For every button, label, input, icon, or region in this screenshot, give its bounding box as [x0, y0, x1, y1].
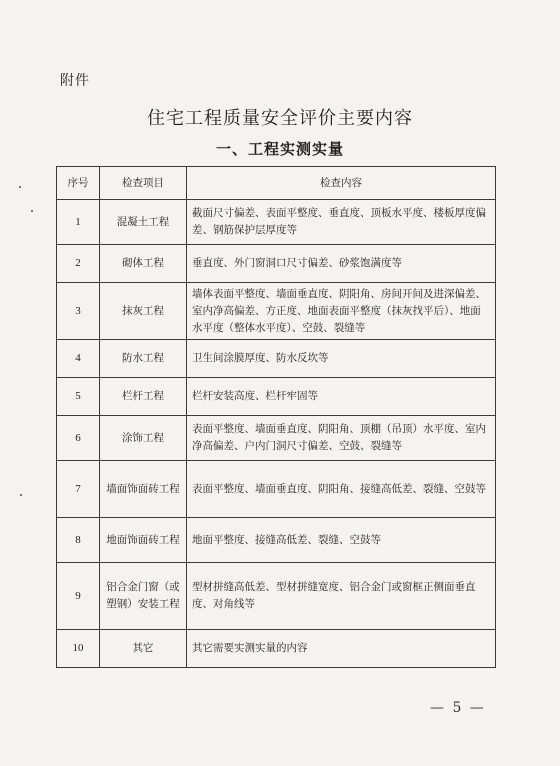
scan-speck: [19, 186, 21, 188]
row-no: 1: [57, 200, 100, 245]
row-content: 其它需要实测实量的内容: [187, 630, 496, 668]
document-title: 住宅工程质量安全评价主要内容: [147, 108, 413, 129]
inspection-table: [56, 166, 496, 668]
table-row: [57, 416, 496, 461]
header-no: 序号: [57, 167, 100, 200]
row-no: 9: [57, 563, 100, 630]
row-no: 3: [57, 283, 100, 340]
row-item: 砌体工程: [100, 245, 187, 283]
row-content: 垂直度、外门窗洞口尺寸偏差、砂浆饱满度等: [187, 245, 496, 283]
annex-label: 附件: [60, 73, 90, 89]
row-content: 墙体表面平整度、墙面垂直度、阴阳角、房间开间及进深偏差、室内净高偏差、方正度、地面表面平整度（抹灰找平后）、地面水平度（整体水平度）、空鼓、裂缝等: [187, 283, 496, 340]
row-item: 墙面饰面砖工程: [100, 461, 187, 518]
table-row: [57, 283, 496, 340]
section-title: 一、工程实测实量: [215, 140, 344, 158]
row-item: 混凝土工程: [100, 200, 187, 245]
row-no: 7: [57, 461, 100, 518]
table-row: [57, 461, 496, 518]
row-no: 2: [57, 245, 100, 283]
header-item: 检查项目: [100, 167, 187, 200]
table-row: [57, 200, 496, 245]
table-row: [57, 518, 496, 563]
row-item: 地面饰面砖工程: [100, 518, 187, 563]
row-item: 铝合金门窗（或塑钢）安装工程: [100, 563, 187, 630]
row-item: 栏杆工程: [100, 378, 187, 416]
row-no: 5: [57, 378, 100, 416]
row-content: 表面平整度、墙面垂直度、阴阳角、接缝高低差、裂缝、空鼓等: [187, 461, 496, 518]
scan-speck: [31, 210, 33, 212]
row-content: 地面平整度、接缝高低差、裂缝、空鼓等: [187, 518, 496, 563]
row-content: 卫生间涂膜厚度、防水反坎等: [187, 340, 496, 378]
row-content: 型材拼缝高低差、型材拼缝宽度、铝合金门或窗框正侧面垂直度、对角线等: [187, 563, 496, 630]
row-no: 4: [57, 340, 100, 378]
table-row: [57, 340, 496, 378]
table-row: [57, 245, 496, 283]
row-item: 抹灰工程: [100, 283, 187, 340]
row-item: 涂饰工程: [100, 416, 187, 461]
table-header-row: [57, 167, 496, 200]
page-number: — 5 —: [430, 700, 486, 716]
row-item: 其它: [100, 630, 187, 668]
row-no: 10: [57, 630, 100, 668]
row-content: 表面平整度、墙面垂直度、阴阳角、顶棚（吊顶）水平度、室内净高偏差、户内门洞尺寸偏差、空鼓、裂缝等: [187, 416, 496, 461]
table-row: [57, 630, 496, 668]
row-no: 8: [57, 518, 100, 563]
table-row: [57, 378, 496, 416]
row-content: 栏杆安装高度、栏杆牢固等: [187, 378, 496, 416]
header-content: 检查内容: [187, 167, 496, 200]
scan-speck: [20, 494, 22, 496]
table-row: [57, 563, 496, 630]
row-item: 防水工程: [100, 340, 187, 378]
row-content: 截面尺寸偏差、表面平整度、垂直度、顶板水平度、楼板厚度偏差、钢筋保护层厚度等: [187, 200, 496, 245]
row-no: 6: [57, 416, 100, 461]
